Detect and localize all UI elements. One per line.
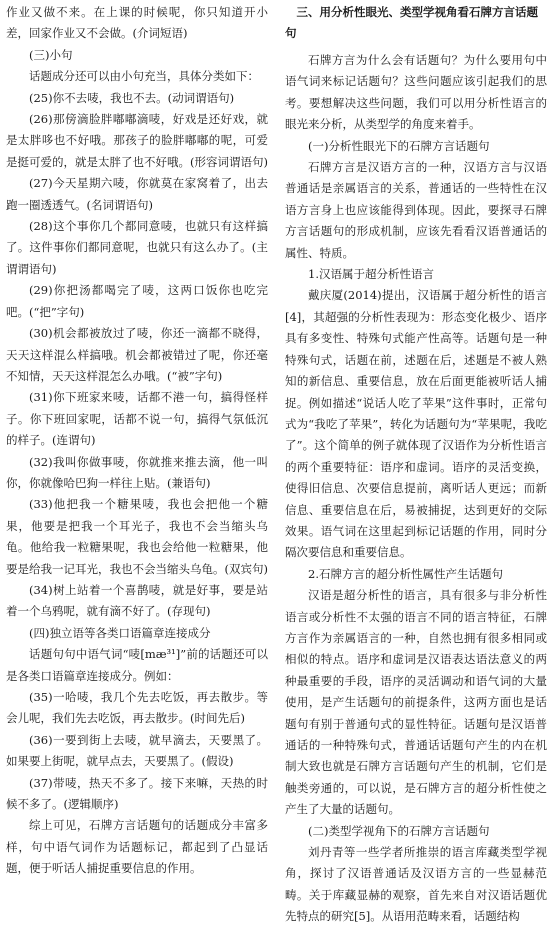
paragraph: (36)一要到街上去唛，就早滴去，天要黑了。如果要上街呢，就早点去，天要黑了。(假设) <box>6 732 268 769</box>
paragraph: (四)独立语等各类口语篇章连接成分 <box>29 625 211 640</box>
paragraph: 石牌方言为什么会有话题句？为什么要用句中语气词来标记话题句？这些问题应该引起我们的思考。要想解决这些问题，我们可以用分析性语言的眼光来分析，从类型学的角度来着手。 <box>285 53 547 132</box>
right-column-body <box>285 50 547 928</box>
paragraph: (一)分析性眼光下的石牌方言话题句 <box>308 138 490 153</box>
paragraph: (32)我叫你做事唛，你就推来推去滴，他一叫你，你就像哈巴狗一样往上贴。(兼语句) <box>6 454 268 490</box>
paragraph: 石牌方言是汉语方言的一种，汉语方言与汉语普通话是亲属语言的关系，普通话的一些特性在汉语方言身上也应该能得到体现。因此，要探寻石牌方言话题句的形成机制，应该先看看汉语普通话的属性、特质。 <box>285 160 547 260</box>
paragraph: 话题成分还可以由小句充当，具体分类如下： <box>29 69 259 84</box>
paragraph: (二)类型学视角下的石牌方言话题句 <box>308 823 490 838</box>
paragraph: (25)你不去唛，我也不去。(动词谓语句) <box>29 90 235 105</box>
paragraph: (31)你下班家来唛，话都不港一句，搞得怪样子。你下班回家呢，话都不说一句，搞得气氛低沉的样子。(连谓句) <box>6 390 268 448</box>
paragraph: (30)机会都被放过了唛，你还一滴都不晓得，天天这样混么样搞哦。机会都被错过了呢，你还毫不知情，天天这样混怎么办哦。(“被”字句) <box>6 326 268 383</box>
paragraph: 戴庆厦(2014)提出，汉语属于超分析性的语言[4]，其超强的分析性表现为：形态变化极少、语序具有多变性、特殊句式能产性高等。话题句是一种特殊句式，话题在前，述题在后，述题是不被人熟知的新信息、重要信息，放在后面更能被听话人捕捉。例如描述“说话人吃了苹果”这件事时，正常句式为“我吃了苹果”，转化为话题句为“苹果呢，我吃了”。这个简单的例子就体现了汉语作为分析性语言的两个重要特征：语序和虚词。语序的灵活变换，使得旧信息、次要信息提前，离听话人更远；而新信息、重要信息在后，易被捕捉，达到更好的交际效果。语气词在这里起到标记话题的作用，同时分隔次要信息和重要信息。 <box>285 288 547 560</box>
paragraph: (26)那傍滴脸胖嘟嘟滴唛，好戏是还好戏，就是太胖哆也不好哦。那孩子的脸胖嘟嘟的呢，可爱是挺可爱的，就是太胖了也不好哦。(形容词谓语句) <box>6 112 268 169</box>
paragraph: (27)今天星期六唛，你就莫在家窝着了，出去跑一圈透透气。(名词谓语句) <box>6 176 268 212</box>
right-column <box>285 2 547 928</box>
paragraph: (37)带唛，热天不多了。接下来嘛，天热的时候不多了。(逻辑顺序) <box>6 775 268 812</box>
paragraph: 1.汉语属于超分析性语言 <box>308 267 434 282</box>
paragraph: (28)这个事你几个都同意唛，也就只有这样搞了。这件事你们都同意呢，也就只有这么办了。(主谓谓语句) <box>6 219 268 276</box>
paragraph: 话题句句中语气词“唛[mæ³¹]”前的话题还可以是各类口语篇章连接成分。例如： <box>6 647 268 683</box>
paragraph: 综上可见，石牌方言话题句的话题成分丰富多样，句中语气词作为话题标记，都起到了凸显话题，便于听话人捕捉重要信息的作用。 <box>6 818 268 876</box>
paragraph: (34)树上站着一个喜鹊唛，就是好事，要是站着一个乌鸦呢，就有滴不好了。(存现句) <box>6 582 268 619</box>
paragraph: 2.石牌方言的超分析性属性产生话题句 <box>308 566 503 581</box>
paragraph: (三)小句 <box>29 47 73 62</box>
paragraph: (33)他把我一个糖果唛，我也会把他一个糖果，他要是把我一个耳光子，我也不会当缩头乌龟。他给我一粒糖果呢，我也会给他一粒糖果，他要是给我一记耳光，我也不会当缩头乌龟。(双宾句) <box>6 497 268 576</box>
paragraph: (29)你把汤都喝完了唛，这两口饭你也吃完吧。(“把”字句) <box>6 283 268 319</box>
section-heading: 三、用分析性眼光、类型学视角看石牌方言话题句 <box>285 5 538 40</box>
paragraph: (35)一哈唛，我几个先去吃饭，再去散步。等会儿呢，我们先去吃饭，再去散步。(时间先后) <box>6 690 268 726</box>
paragraph: 刘丹青等一些学者所推崇的语言库藏类型学视角，探讨了汉语普通话及汉语方言的一些显赫范畴。关于库藏显赫的观察，首先来自对汉语话题优先特点的研究[5]。从语用范畴来看，话题结构 <box>285 845 547 924</box>
paragraph: 汉语是超分析性的语言，具有很多与非分析性语言或分析性不太强的语言不同的语言特征，石牌方言作为亲属语言的一种，自然也拥有很多相同或相似的特点。语序和虚词是汉语表达语法意义的两种最重要的手段，语序的灵活调动和语气词的大量使用，是产生话题句的前提条件，这两方面也是话题句有别于普通句式的显性特征。话题句是汉语普通话的一种特殊句式，普通话话题句产生的内在机制大致也就是石牌方言话题句产生的机制，它们是触类旁通的，可以说，是石牌方言的超分析性使之产生了大量的话题句。 <box>285 588 547 817</box>
paragraph: 作业又做不来。在上课的时候呢，你只知道开小差，回家作业又不会做。(介词短语) <box>6 5 268 41</box>
left-column <box>6 2 268 880</box>
